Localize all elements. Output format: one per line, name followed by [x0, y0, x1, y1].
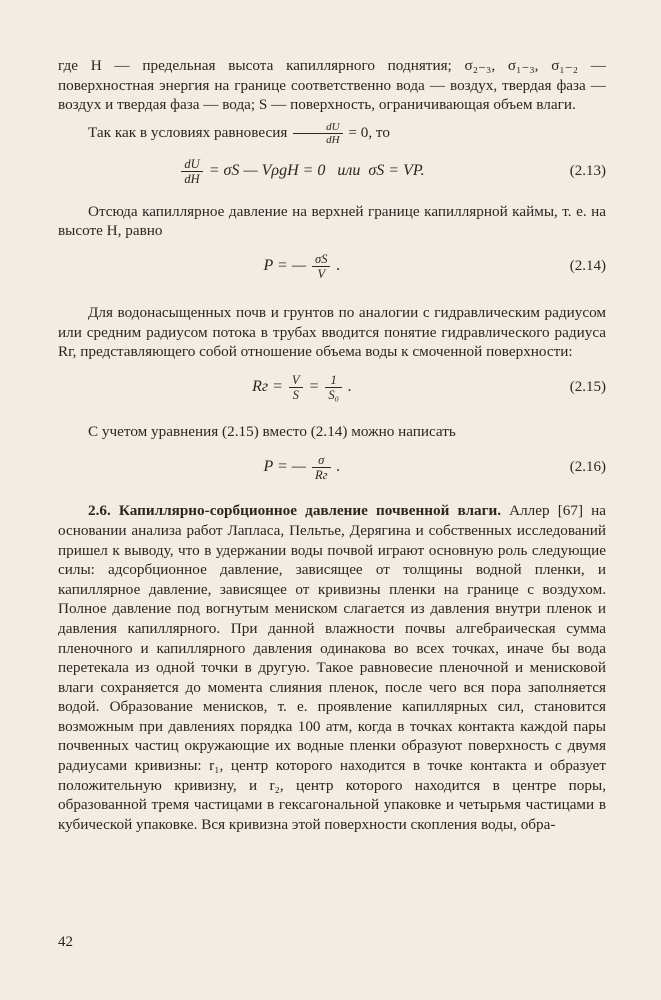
eq214-num: σS [315, 252, 328, 267]
eq213-den: dH [181, 171, 202, 186]
page-number: 42 [58, 934, 73, 950]
paragraph-2 [58, 121, 606, 146]
inline-fraction [293, 121, 342, 146]
eq213-fraction [181, 157, 202, 186]
section-2-6 [58, 501, 606, 834]
eq216-left: P = — [263, 458, 306, 476]
eq213-rest: = σS — VρgH = 0 или σS = VP. [208, 162, 425, 180]
paragraph-4: Для водонасыщенных почв и грунтов по аналогии с гидравлическим радиусом или средним радиусом потока в трубах вводится понятие гидравлического радиуса Rг, представляющего собой отношение объема воды к смоченной поверхности: [58, 303, 606, 361]
eq215-right: . [347, 378, 352, 396]
equation-2-14 [58, 247, 606, 287]
eq213-number: (2.13) [569, 163, 606, 180]
eq214-left: P = — [263, 257, 307, 275]
eq216-num: σ [318, 452, 325, 467]
inline-fraction-num: dU [326, 120, 340, 133]
eq214-den: V [312, 266, 330, 281]
eq214-number: (2.14) [569, 258, 606, 275]
eq216-fraction [312, 453, 331, 482]
eq213-num: dU [184, 157, 200, 172]
equation-2-13 [58, 152, 606, 192]
paragraph-5: С учетом уравнения (2.15) вместо (2.14) можно написать [88, 422, 456, 440]
section-title: 2.6. Капиллярно-сорбционное давление почвенной влаги. [88, 502, 502, 520]
paragraph-1: где H — предельная высота капиллярного поднятия; σ₂₋₃, σ₁₋₃, σ₁₋₂ — поверхностная энергия на границе соответственно вода — воздух, твердая фаза — воздух и твердая фаза — вода; S — поверхность, ограничивающая объем влаги. [58, 57, 606, 114]
eq215-f2-den: S₀ [325, 387, 342, 402]
inline-fraction-den: dH [293, 133, 342, 146]
page-content [58, 56, 606, 834]
eq215-f2-num: 1 [330, 373, 337, 388]
paragraph-2-pre: Так как в условиях равновесия [88, 123, 288, 141]
eq215-number: (2.15) [569, 379, 606, 396]
paragraph-3: Отсюда капиллярное давление на верхней границе капиллярной каймы, т. е. на высоте H, равно [58, 202, 606, 240]
paragraph-2-post: = 0, то [348, 123, 390, 141]
equation-2-15 [58, 368, 606, 408]
eq214-right: . [336, 257, 341, 275]
eq216-right: . [336, 458, 341, 476]
eq216-number: (2.16) [569, 458, 606, 475]
eq215-fraction-1 [289, 373, 303, 402]
eq214-fraction [312, 252, 330, 281]
eq215-f1-num: V [291, 373, 300, 388]
eq215-mid: = [308, 378, 320, 396]
eq215-f1-den: S [289, 387, 303, 402]
eq215-left: Rг = [252, 378, 283, 396]
equation-2-16 [58, 447, 606, 487]
eq216-den: Rг [312, 467, 331, 482]
paragraph-6: Аллер [67] на основании анализа работ Лапласа, Пельтье, Дерягина и собственных исследований пришел к выводу, что в удержании воды почвой играют основную роль следующие силы: адсорбционное давление, зависящее от толщины водной пленки, и капиллярное давление, зависящее от кривизны пленки на границе с воздухом. Полное давление под вогнутым мениском слагается из давления внутри пленок и давления капиллярного. При данной влажности почвы алгебраическая сумма пленочного и капиллярного давления одинакова во всех точках, иначе бы вода перетекала из одной точки в другую. Такое равновесие пленочной и менисковой влаги сохраняется до момента слияния пленок, после чего вся пора заполняется водой. Образование менисков, т. е. проявление капиллярных сил, становится возможным при давлениях порядка 100 атм, когда в точках контакта каждой пары почвенных частиц окружающие их водные пленки образуют поверхность с двумя радиусами кривизны: r₁, центр которого находится в точке контакта и образует положительную кривизну, и r₂, центр которого находится в центре поры, образованной тремя частицами в гексагональной упаковке и четырьмя частицами в кубической упаковке. Вся кривизна этой поверхности скопления воды, обра- [58, 502, 607, 833]
eq215-fraction-2 [325, 373, 342, 402]
